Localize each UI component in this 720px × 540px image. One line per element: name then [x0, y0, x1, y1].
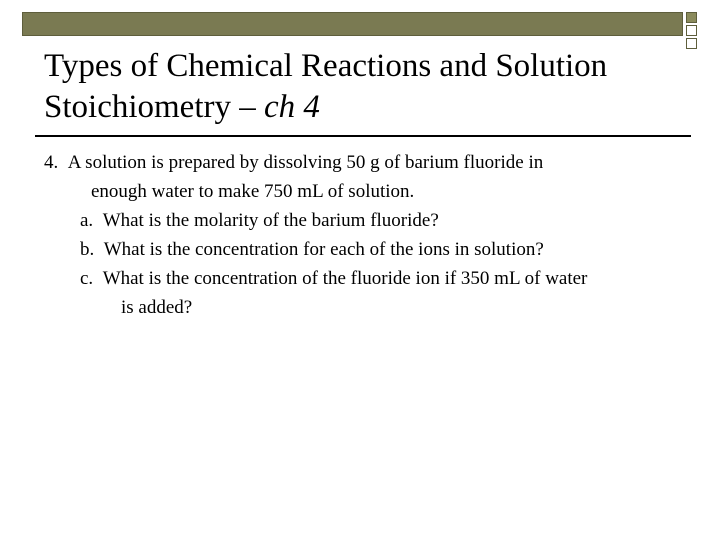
header-accent-bar — [22, 12, 683, 36]
sub-question-text: What is the concentration of the fluoride ion if 350 mL of water — [102, 268, 588, 289]
sub-question-c-continuation — [44, 293, 694, 322]
question-continuation — [44, 177, 694, 206]
sub-question-text: What is the molarity of the barium fluoride? — [102, 210, 439, 231]
sub-question-b — [44, 235, 694, 264]
question-text-line2: enough water to make 750 mL of solution. — [91, 181, 415, 202]
sub-question-text: What is the concentration for each of the ions in solution? — [103, 239, 544, 260]
corner-square-outline — [686, 25, 697, 36]
slide-title-main: Types of Chemical Reactions and Solution Stoichiometry – — [44, 48, 608, 125]
question-text-line1: A solution is prepared by dissolving 50 g of barium fluoride in — [67, 152, 544, 173]
title-divider — [35, 135, 691, 137]
question-number: 4. — [44, 152, 59, 173]
slide-title-chapter: ch 4 — [263, 89, 320, 125]
slide-title — [44, 46, 684, 128]
sub-question-letter: b. — [80, 239, 95, 260]
sub-question-letter: a. — [80, 210, 94, 231]
question-block — [44, 148, 694, 322]
corner-square-filled — [686, 12, 697, 23]
question-line — [44, 148, 694, 177]
sub-question-a — [44, 206, 694, 235]
sub-question-letter: c. — [80, 268, 94, 289]
sub-question-c — [44, 264, 694, 293]
sub-question-text-continuation: is added? — [121, 297, 193, 318]
corner-square-outline — [686, 38, 697, 49]
